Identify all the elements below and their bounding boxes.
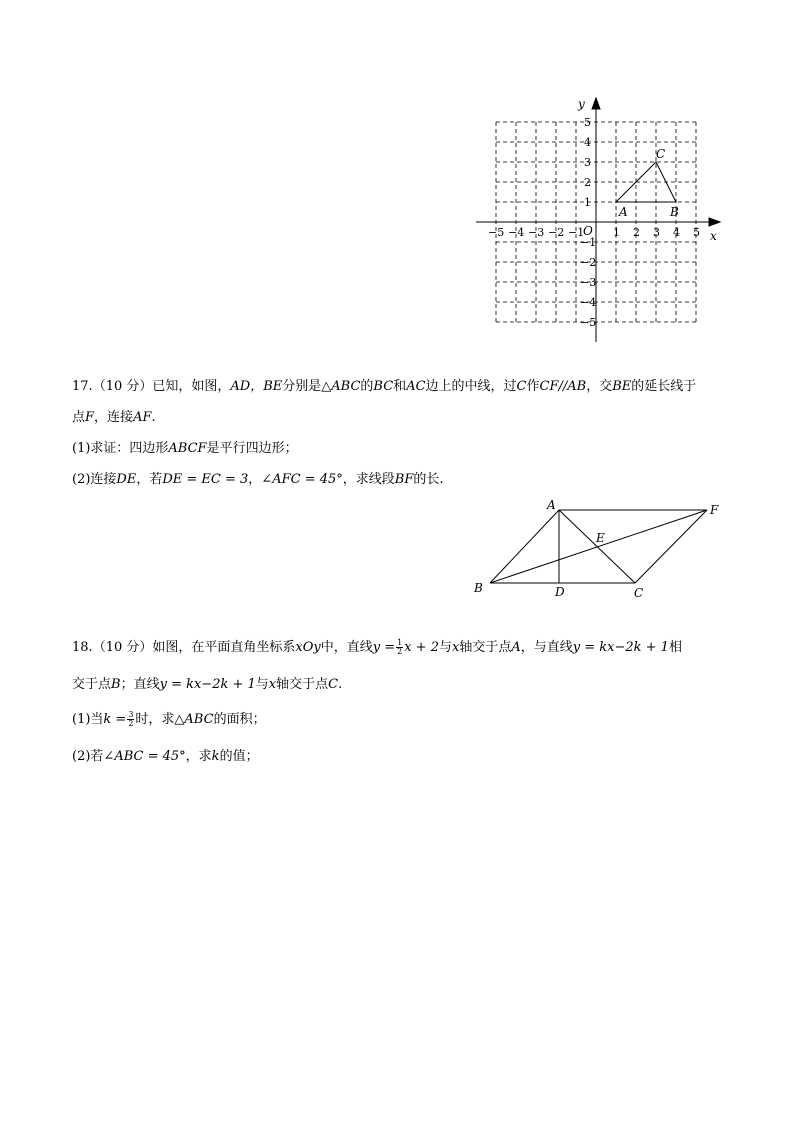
q17-text: ，交 — [586, 379, 613, 394]
y-tick-label: 4 — [584, 136, 591, 149]
x-tick-label: −4 — [508, 226, 525, 239]
segment-ba — [490, 510, 559, 583]
y-tick-label: 5 — [584, 116, 591, 129]
q17-math: BC — [373, 379, 394, 394]
x-tick-label: 3 — [653, 226, 660, 239]
q17-math: BE — [612, 379, 632, 394]
frac-denominator: 2 — [128, 719, 134, 728]
x-tick-label: 2 — [633, 226, 640, 239]
q18-text: 轴交于点 — [459, 640, 512, 655]
q17-text: 边上的中线，过 — [425, 379, 517, 394]
q18-text: 时，求△ — [135, 712, 185, 727]
q17-math: AC — [406, 379, 426, 394]
label-e: E — [596, 531, 605, 545]
q18-math: y = kx−2k + 1 — [572, 640, 669, 655]
q18-text: 相 — [668, 640, 682, 655]
q17-text: . — [151, 410, 156, 425]
label-c: C — [634, 586, 644, 600]
q17-text: 的延长线于 — [631, 379, 697, 394]
point-label-c: C — [656, 147, 666, 161]
label-a: A — [547, 498, 556, 512]
q18-text: 的值； — [219, 749, 259, 764]
q17-math: AFC = 45° — [272, 472, 343, 487]
label-d: D — [555, 585, 565, 599]
q17-number: 17. — [72, 379, 93, 394]
point-labels — [618, 147, 679, 219]
q17-text: 和 — [393, 379, 407, 394]
x-tick-label: −1 — [568, 226, 585, 239]
q17-math: BF — [394, 472, 414, 487]
segment-fc — [635, 510, 707, 583]
q17-math: AD，BE — [230, 379, 283, 394]
q18-math: x + 2 — [404, 640, 439, 655]
q17-text: 已知，如图， — [152, 379, 231, 394]
y-axis-arrow — [592, 98, 600, 109]
point-label-a: A — [619, 205, 628, 219]
q18-math: y = — [372, 640, 396, 655]
axes — [476, 98, 720, 342]
q18-part1 — [72, 710, 266, 730]
q18-math: ABC = 45° — [114, 749, 186, 764]
q18-text: 交于点 — [72, 677, 112, 692]
y-axis-label: y — [578, 97, 585, 111]
q18-number: 18. — [72, 640, 93, 655]
q17-math: DE = EC = 3 — [162, 472, 249, 487]
fraction-three-halves — [127, 711, 134, 728]
y-tick-label: 2 — [584, 176, 591, 189]
q18-line1 — [72, 638, 682, 658]
label-f: F — [710, 503, 719, 517]
frac-numerator: 3 — [128, 710, 134, 719]
q17-text: (2)连接 — [72, 472, 117, 487]
label-b: B — [474, 581, 483, 595]
q18-text: 中，直线 — [320, 640, 373, 655]
y-tick-label: −1 — [580, 236, 597, 249]
q17-text: ，连接 — [94, 410, 134, 425]
q17-line1 — [72, 377, 696, 397]
frac-denominator: 2 — [397, 647, 403, 656]
y-tick-label: −4 — [580, 296, 597, 309]
q18-text: 如图，在平面直角坐标系 — [152, 640, 296, 655]
q17-text: ，∠ — [248, 472, 273, 487]
q18-text: (1)当 — [72, 712, 104, 727]
origin-label: O — [583, 224, 593, 238]
q17-score: （10 分） — [92, 379, 153, 394]
q17-text: 分别是 — [282, 379, 322, 394]
y-tick-label: −3 — [580, 276, 597, 289]
q17-math: F — [85, 410, 95, 425]
x-tick-label: −2 — [548, 226, 565, 239]
q18-math: k = — [103, 712, 127, 727]
q18-math: y = kx−2k + 1 — [159, 677, 256, 692]
q18-text: 的面积； — [213, 712, 266, 727]
q18-math: k — [211, 749, 220, 764]
q18-text: . — [338, 677, 343, 692]
q18-score: （10 分） — [92, 640, 153, 655]
x-axis-arrow — [709, 218, 720, 226]
q17-math: CF//AB — [539, 379, 587, 394]
q18-math: C — [328, 677, 339, 692]
x-tick-label: 1 — [613, 226, 620, 239]
q17-part1 — [72, 439, 298, 459]
q17-text: 的长. — [413, 472, 444, 487]
q18-text: ，与直线 — [520, 640, 573, 655]
q17-text: 的 — [360, 379, 374, 394]
q17-math: AF — [133, 410, 152, 425]
q18-text: 与 — [438, 640, 452, 655]
q18-text: 与 — [255, 677, 269, 692]
parallelogram-figure — [470, 495, 730, 605]
q17-text: (1)求证：四边形 — [72, 441, 169, 456]
q18-text: ，求 — [185, 749, 212, 764]
q18-math: A — [511, 640, 521, 655]
q17-text: ，求线段 — [342, 472, 395, 487]
q18-text: ；直线 — [120, 677, 160, 692]
coordinate-graph — [470, 92, 730, 352]
point-label-b: B — [670, 205, 679, 219]
y-tick-label: 3 — [584, 156, 591, 169]
q17-math: ABCF — [168, 441, 207, 456]
q17-text: 点 — [72, 410, 86, 425]
q17-math: DE — [116, 472, 137, 487]
y-tick-label: −5 — [580, 316, 597, 329]
q17-line2 — [72, 408, 156, 428]
x-axis-label: x — [710, 229, 717, 243]
q18-math: x — [268, 677, 277, 692]
q18-math: B — [111, 677, 121, 692]
q18-math: xOy — [295, 640, 321, 655]
y-tick-label: 1 — [584, 196, 591, 209]
q18-text: (2)若∠ — [72, 749, 115, 764]
q17-text: 是平行四边形； — [206, 441, 298, 456]
y-tick-label: −2 — [580, 256, 597, 269]
q17-text: ，若 — [136, 472, 163, 487]
q18-math: ABC — [184, 712, 214, 727]
q17-part2 — [72, 470, 444, 490]
fraction-one-half — [396, 639, 403, 656]
x-tick-label: −5 — [488, 226, 505, 239]
x-tick-label: 5 — [693, 226, 700, 239]
q18-text: 轴交于点 — [276, 677, 329, 692]
q17-text: 作 — [526, 379, 540, 394]
q18-part2 — [72, 747, 259, 767]
frac-numerator: 1 — [397, 638, 403, 647]
q18-line2 — [72, 675, 342, 695]
triangle-symbol: △ — [321, 379, 332, 394]
q18-math: x — [452, 640, 460, 655]
x-tick-label: 4 — [673, 226, 680, 239]
q17-math: C — [516, 379, 527, 394]
segment-bf — [490, 510, 707, 583]
q17-math: ABC — [331, 379, 361, 394]
x-tick-label: −3 — [528, 226, 545, 239]
